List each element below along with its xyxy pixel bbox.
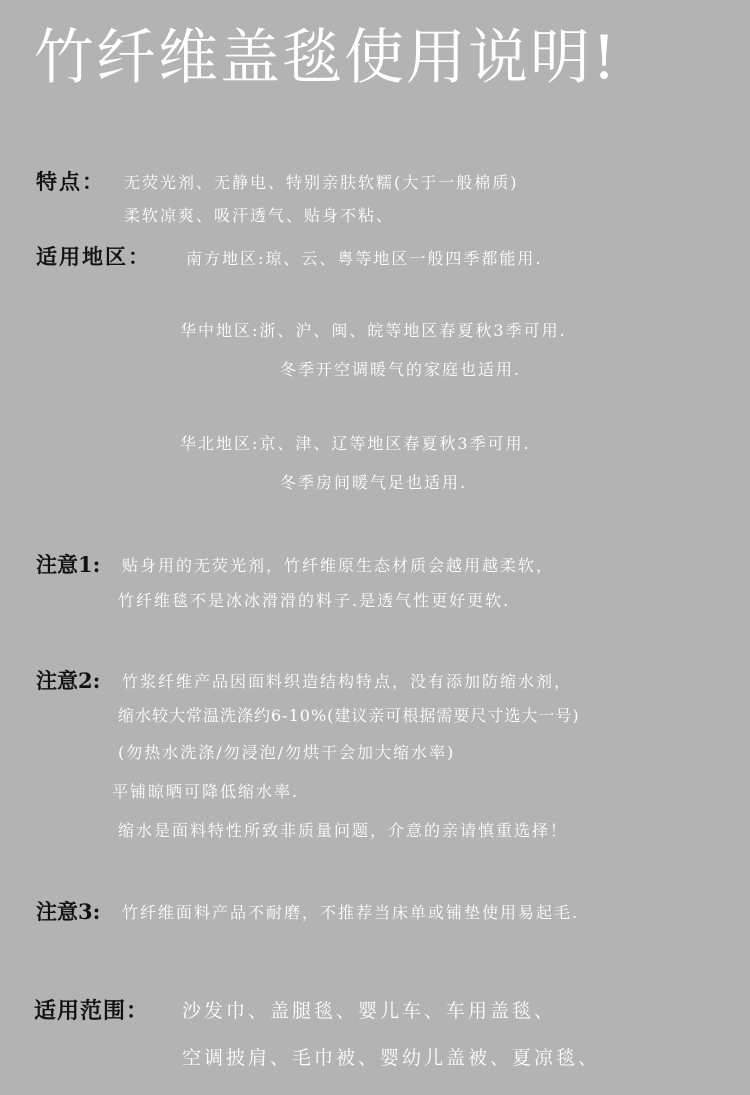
features-line-1: 无荧光剂、无静电、特别亲肤软糯(大于一般棉质) <box>124 173 519 192</box>
note3-label: 注意3: <box>36 899 101 924</box>
note1-label: 注意1: <box>36 552 101 577</box>
features-label: 特点： <box>36 169 105 194</box>
usage-line-1: 沙发巾、盖腿毯、婴儿车、车用盖毯、 <box>182 1000 557 1022</box>
note2-line-5: 缩水是面料特性所致非质量问题，介意的亲请慎重选择！ <box>118 821 569 840</box>
note2-line-1: 竹浆纤维产品因面料织造结构特点，没有添加防缩水剂， <box>122 672 573 691</box>
region-south: 南方地区:琼、云、粤等地区一般四季都能用. <box>186 249 543 268</box>
note3-line: 竹纤维面料产品不耐磨，不推荐当床单或铺垫使用易起毛. <box>122 903 580 922</box>
usage-line-2: 空调披肩、毛巾被、婴幼儿盖被、夏凉毯、 <box>182 1047 601 1069</box>
note2-label: 注意2: <box>36 668 101 693</box>
region-central-line-1: 华中地区:浙、沪、闽、皖等地区春夏秋3季可用. <box>180 321 567 340</box>
region-north-line-1: 华北地区:京、津、辽等地区春夏秋3季可用. <box>180 434 531 453</box>
regions-label: 适用地区： <box>36 244 151 269</box>
note2-line-2: 缩水较大常温洗涤约6-10%(建议亲可根据需要尺寸选大一号) <box>118 706 580 725</box>
note2-line-3: (勿热水洗涤/勿浸泡/勿烘干会加大缩水率) <box>118 743 456 762</box>
note1-line-2: 竹纤维毯不是冰冰滑滑的料子.是透气性更好更软. <box>118 591 511 610</box>
note2-line-4: 平铺晾晒可降低缩水率. <box>112 782 300 801</box>
page-title: 竹纤维盖毯使用说明! <box>34 23 619 93</box>
note1-line-1: 贴身用的无荧光剂，竹纤维原生态材质会越用越柔软， <box>122 556 555 575</box>
usage-label: 适用范围： <box>34 998 150 1024</box>
region-north-line-2: 冬季房间暖气足也适用. <box>280 473 468 492</box>
features-line-2: 柔软凉爽、吸汗透气、贴身不粘、 <box>124 206 395 225</box>
region-central-line-2: 冬季开空调暖气的家庭也适用. <box>280 360 522 379</box>
